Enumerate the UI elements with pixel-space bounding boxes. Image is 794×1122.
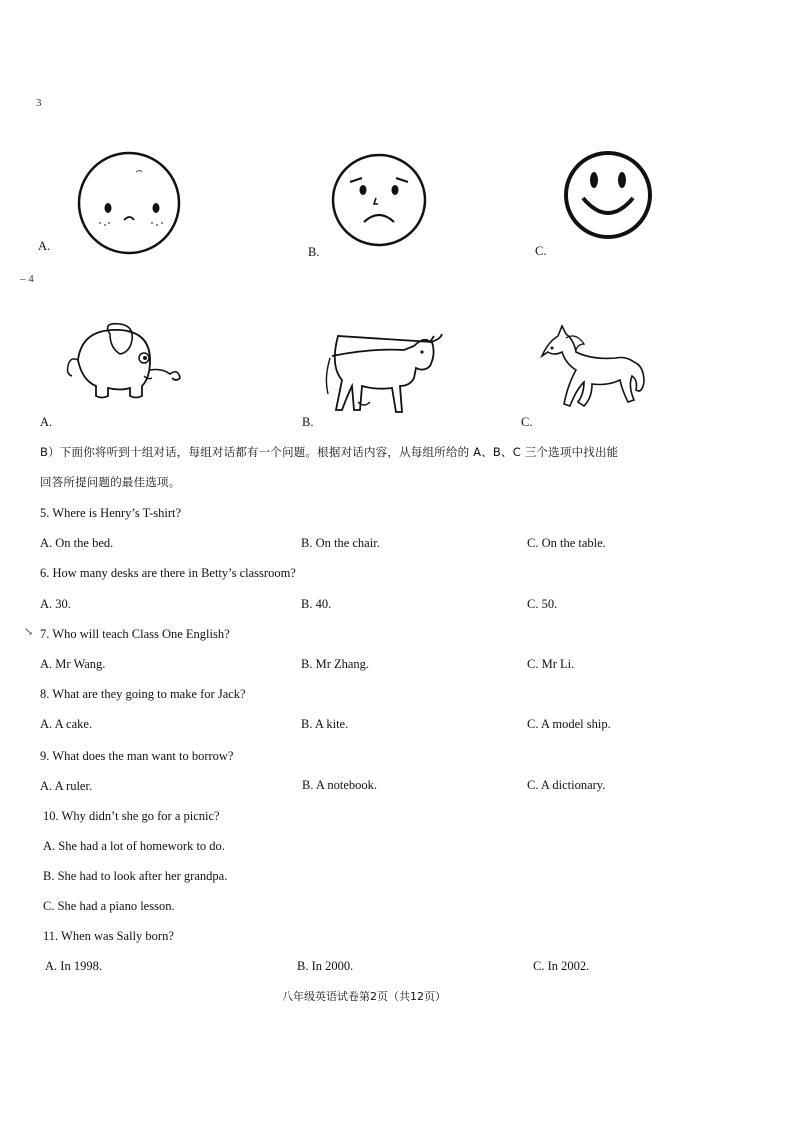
horse-icon [536, 322, 648, 416]
margin-mark: – [20, 273, 26, 285]
q7-option-b[interactable]: B. Mr Zhang. [301, 657, 370, 671]
q3-option-c-label[interactable]: C. [535, 244, 547, 258]
q9-option-c[interactable]: C. A dictionary. [527, 778, 606, 792]
q3-option-a-label[interactable]: A. [38, 239, 51, 253]
q9-option-a[interactable]: A. A ruler. [40, 779, 93, 793]
q8-option-c[interactable]: C. A model ship. [527, 717, 611, 731]
q11-option-a[interactable]: A. In 1998. [45, 959, 102, 973]
elephant-icon [60, 320, 186, 404]
margin-mark: ↘ [24, 626, 34, 638]
question-7: 7. Who will teach Class One English? [40, 627, 230, 641]
cow-icon [320, 322, 448, 428]
q5-option-a[interactable]: A. On the bed. [40, 536, 114, 550]
q8-option-b[interactable]: B. A kite. [301, 717, 349, 731]
question-6: 6. How many desks are there in Betty’s classroom? [40, 566, 296, 580]
section-b-instruction-line1: B）下面你将听到十组对话，每组对话都有一个问题。根据对话内容，从每组所给的 A、B、C 三个选项中找出能 [40, 445, 619, 459]
q8-option-a[interactable]: A. A cake. [40, 717, 93, 731]
question-10: 10. Why didn’t she go for a picnic? [43, 809, 220, 823]
question-4-number [20, 273, 34, 285]
q9-option-b[interactable]: B. A notebook. [302, 778, 378, 792]
q4-option-a-label[interactable]: A. [40, 415, 53, 429]
q11-option-c[interactable]: C. In 2002. [533, 959, 590, 973]
q10-option-b[interactable]: B. She had to look after her grandpa. [43, 869, 228, 883]
question-9: 9. What does the man want to borrow? [40, 749, 234, 763]
q10-option-c[interactable]: C. She had a piano lesson. [43, 899, 175, 913]
q6-option-a[interactable]: A. 30. [40, 597, 71, 611]
q7-option-a[interactable]: A. Mr Wang. [40, 657, 106, 671]
question-3-number: 3 [36, 97, 42, 109]
question-4-number-text: 4 [28, 273, 34, 285]
q4-option-c-label[interactable]: C. [521, 415, 533, 429]
q7-option-c[interactable]: C. Mr Li. [527, 657, 575, 671]
page-footer: 八年级英语试卷第2页（共12页） [282, 990, 446, 1003]
smiley-face-icon [563, 150, 653, 240]
q6-option-b[interactable]: B. 40. [301, 597, 332, 611]
q5-option-c[interactable]: C. On the table. [527, 536, 606, 550]
question-11: 11. When was Sally born? [43, 929, 174, 943]
q11-option-b[interactable]: B. In 2000. [297, 959, 354, 973]
q3-option-b-label[interactable]: B. [308, 245, 320, 259]
q6-option-c[interactable]: C. 50. [527, 597, 558, 611]
section-b-instruction-line2: 回答所提问题的最佳选项。 [40, 475, 181, 489]
q4-option-b-label[interactable]: B. [302, 415, 314, 429]
question-8: 8. What are they going to make for Jack? [40, 687, 246, 701]
question-5: 5. Where is Henry’s T-shirt? [40, 506, 182, 520]
sad-face-icon [330, 152, 428, 248]
neutral-face-icon [76, 150, 182, 256]
q10-option-a[interactable]: A. She had a lot of homework to do. [43, 839, 225, 853]
q5-option-b[interactable]: B. On the chair. [301, 536, 380, 550]
